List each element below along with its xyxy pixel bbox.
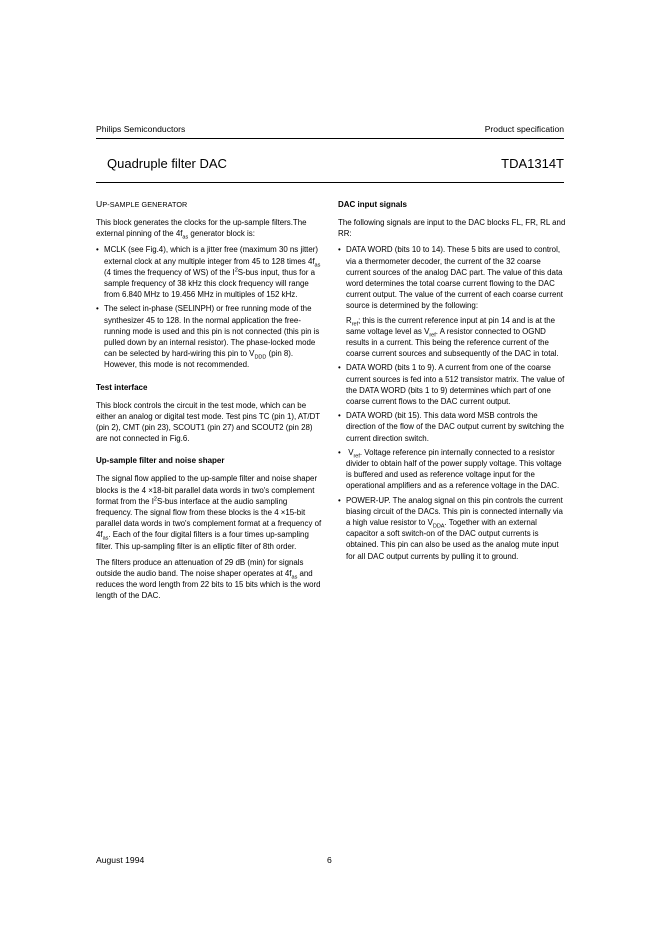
rref-description: $R_{ref}$; this is the current reference input at pin 14 and is at the same voltage level as $V_{ref}$. A resistor connected to OGND results in a current. This being the reference current of the coarse current sources and subsequently of the DAC in total. bbox=[346, 315, 559, 359]
test-interface-text: This block controls the circuit in the test mode, which can be either an analog or digital test mode. Test pins TC (pin 1), AT/DT (pin 2), CMT (pin 23), SCOUT1 (pin 27) and SCOUT2 (pin 28) are not connected in Fig.6. bbox=[96, 400, 320, 444]
list-item: • POWER-UP. The analog signal on this pin controls the current biasing circuit of the DACs. This pin is connected internally via a high value resistor to $V_{DDA}$. Together with an external capacitor a soft switch-on of the DAC output currents is obtained. This pin can also be used as the analog mute input for all DAC output currents by pulling it to ground. bbox=[338, 495, 563, 561]
filter-heading: Up-sample filter and noise shaper bbox=[96, 456, 225, 466]
list-item: • The select in-phase (SELINPH) or free running mode of the synthesizer 45 to 128. In the normal application the free-running mode is used and this pin is not connected (this pin is pulled down by an internal resistor). The phase-locked mode can be selected by hard-wiring this pin to $V_{DDD}$ (pin 8). However, this mode is not recommended. bbox=[96, 304, 320, 370]
left-column bbox=[96, 199, 324, 607]
header-company: Philips Semiconductors bbox=[96, 124, 186, 134]
upsample-intro: This block generates the clocks for the up-sample filters.The external pinning of the $4f_{as}$ generator block is: bbox=[96, 218, 307, 241]
doc-title: Quadruple filter DAC bbox=[107, 156, 227, 171]
dac-input-heading: DAC input signals bbox=[338, 200, 407, 209]
upsample-bullets bbox=[96, 244, 324, 370]
dac-bullets bbox=[338, 244, 566, 561]
list-item: • DATA WORD (bit 15). This data word MSB controls the direction of the flow of the DAC output current by switching the current direction switch. bbox=[338, 411, 564, 443]
list-item: • $V_{ref}$. Voltage reference pin internally connected to a resistor divider to obtain half of the power supply voltage. This voltage is buffered and used as reference voltage input for the operational amplifiers and as a reference voltage in the DAC. bbox=[338, 447, 562, 491]
title-rule bbox=[96, 182, 564, 183]
list-item: • MCLK (see Fig.4), which is a jitter free (maximum 30 ns jitter) external clock at any multiple integer from 45 to 128 times $4f_{as}$ (4 times the frequency of WS) of the $I^2S$-bus input, thus for a sample frequency of 38 kHz this clock frequency will range from 6.840 MHz to 19.456 MHz in multiples of 152 kHz. bbox=[96, 245, 321, 300]
list-item: • DATA WORD (bits 10 to 14). These 5 bits are used to control, via a thermometer decoder, the current of the 32 coarse current sources of the analog DAC part. The value of this data word determines the total coarse current flowing to the DAC current output. The value of the current of each coarse current source is determined by the following: $R_{ref}$; this is the current reference input at pin 14 and is at the same voltage level as $V_{ref}$. A resistor connected to OGND results in a current. This being the reference current of the coarse current sources and subsequently of the DAC in total. bbox=[338, 244, 566, 359]
test-interface-heading: Test interface bbox=[96, 382, 148, 392]
part-number: TDA1314T bbox=[501, 156, 564, 171]
header-doc-type: Product specification bbox=[484, 124, 564, 134]
header-rule bbox=[96, 138, 564, 139]
right-column bbox=[338, 199, 566, 567]
dac-intro: The following signals are input to the DAC blocks FL, FR, RL and RR: bbox=[338, 218, 566, 239]
filter-paragraph-2: The filters produce an attenuation of 29 dB (min) for signals outside the audio band. The noise shaper operates at $4f_{as}$ and reduces the word length from 22 bits to 15 bits which is the word length of the DAC. bbox=[96, 557, 321, 601]
list-item: • DATA WORD (bits 1 to 9). A current from one of the coarse current sources is fed into a 512 transistor matrix. The value of the DATA WORD (bits 1 to 9) determines which part of one coarse current flows to the DAC current output. bbox=[338, 363, 565, 407]
page-number: 6 bbox=[327, 855, 332, 865]
upsample-generator-heading: UP-SAMPLE GENERATOR bbox=[96, 199, 188, 209]
filter-paragraph-1: The signal flow applied to the up-sample filter and noise shaper blocks is the 4 ×18-bit parallel data words in two's complement format from the $I^2S$-bus interface at the audio sampling frequency. The signal flow from these blocks is the 4 ×15-bit parallel data words in two's complement format at a frequency of $4f_{as}$. Each of the four digital filters is a four times up-sampling filter. This up-sampling filter is an elliptic filter of 8th order. bbox=[96, 474, 322, 551]
footer-date: August 1994 bbox=[96, 855, 145, 865]
